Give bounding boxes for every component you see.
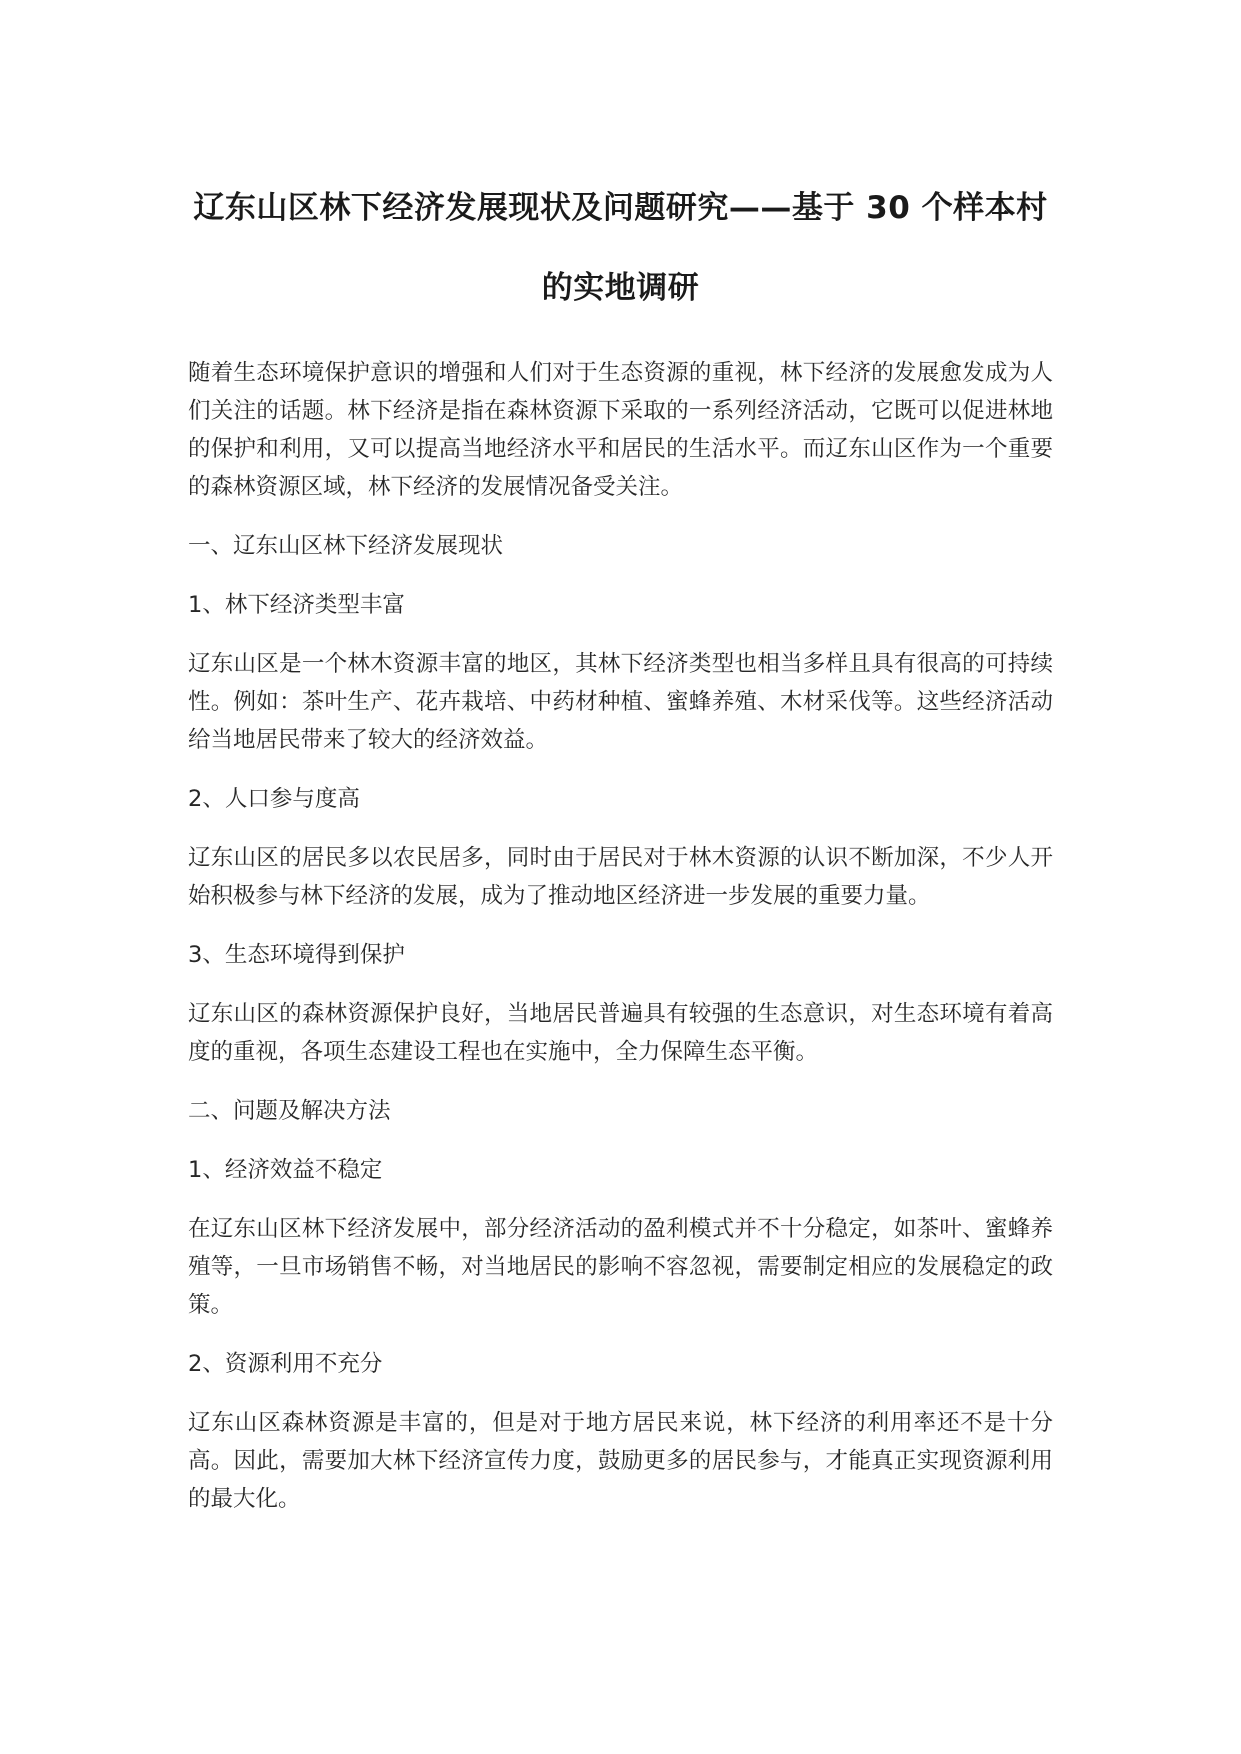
document-body (188, 354, 1053, 1539)
paragraph-instability: 在辽东山区林下经济发展中，部分经济活动的盈利模式并不十分稳定，如茶叶、蜜蜂养殖等，一旦市场销售不畅，对当地居民的影响不容忽视，需要制定相应的发展稳定的政策。 (188, 1216, 1053, 1318)
document-title: 辽东山区林下经济发展现状及问题研究——基于 30 个样本村的实地调研 (193, 190, 1048, 306)
subsection-heading-instability: 1、经济效益不稳定 (188, 1157, 383, 1183)
paragraph-participation: 辽东山区的居民多以农民居多，同时由于居民对于林木资源的认识不断加深，不少人开始积极参与林下经济的发展，成为了推动地区经济进一步发展的重要力量。 (188, 845, 1053, 909)
paragraph-ecology: 辽东山区的森林资源保护良好，当地居民普遍具有较强的生态意识，对生态环境有着高度的重视，各项生态建设工程也在实施中，全力保障生态平衡。 (188, 1001, 1053, 1065)
intro-paragraph: 随着生态环境保护意识的增强和人们对于生态资源的重视，林下经济的发展愈发成为人们关注的话题。林下经济是指在森林资源下采取的一系列经济活动，它既可以促进林地的保护和利用，又可以提高当地经济水平和居民的生活水平。而辽东山区作为一个重要的森林资源区域，林下经济的发展情况备受关注。 (188, 360, 1053, 500)
subsection-heading-participation: 2、人口参与度高 (188, 786, 360, 812)
subsection-heading-types: 1、林下经济类型丰富 (188, 592, 405, 618)
paragraph-utilization: 辽东山区森林资源是丰富的，但是对于地方居民来说，林下经济的利用率还不是十分高。因此，需要加大林下经济宣传力度，鼓励更多的居民参与，才能真正实现资源利用的最大化。 (188, 1410, 1053, 1512)
section-heading-status: 一、辽东山区林下经济发展现状 (188, 533, 504, 559)
subsection-heading-ecology: 3、生态环境得到保护 (188, 942, 405, 968)
section-heading-problems: 二、问题及解决方法 (188, 1098, 391, 1124)
paragraph-types: 辽东山区是一个林木资源丰富的地区，其林下经济类型也相当多样且具有很高的可持续性。例如：茶叶生产、花卉栽培、中药材种植、蜜蜂养殖、木材采伐等。这些经济活动给当地居民带来了较大的经济效益。 (188, 651, 1053, 753)
subsection-heading-utilization: 2、资源利用不充分 (188, 1351, 383, 1377)
